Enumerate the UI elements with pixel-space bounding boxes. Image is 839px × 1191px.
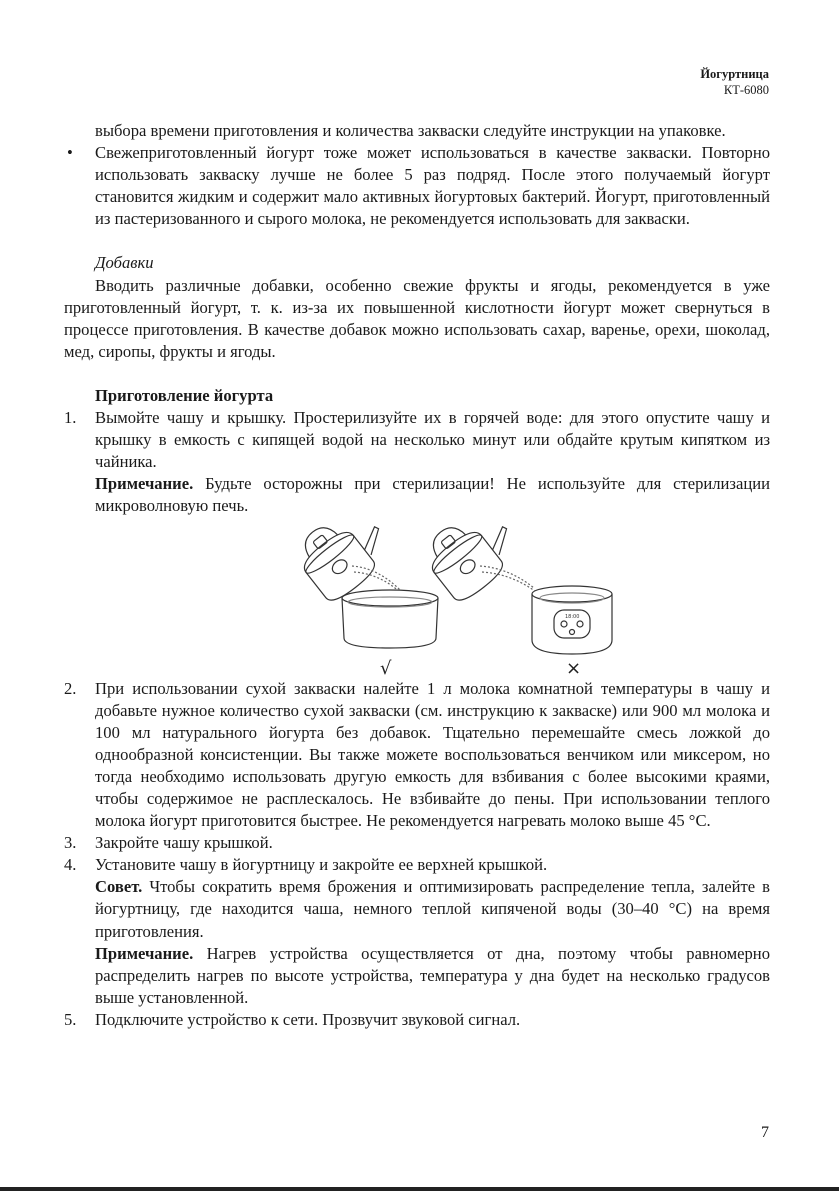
- step-3-text: Закройте чашу крышкой.: [95, 833, 273, 853]
- step-5-text: Подключите устройство к сети. Прозвучит звуковой сигнал.: [95, 1009, 521, 1029]
- step-4-note-label: Примечание.: [95, 943, 194, 963]
- step-3: [64, 832, 770, 854]
- kettle-right-icon: [417, 522, 536, 606]
- step-5-number: 5.: [64, 1009, 77, 1029]
- step-2-text: При использовании сухой закваски налейте 1 л молока комнатной температуры в чашу и добавьте нужное количество сухой закваски (см. инструкцию к закваске) или 900 мл молока и 100 мл натурального йогурта без добавок. Тщательно перемешайте смесь ложкой до однообразной консистенции. Вы также можете воспользоваться венчиком или миксером, но тогда необходимо использовать другую емкость для взбивания с более высокими краями, чтобы содержимое не расплескалось. Не взбивайте до пены. При использовании теплого молока йогурт приготовится быстрее. Не рекомендуется нагревать молоко выше 45 °С.: [95, 678, 770, 831]
- correct-mark: √: [380, 657, 392, 678]
- step-1-note-text: Будьте осторожны при стерилизации! Не используйте для стерилизации микроволновую печь.: [95, 474, 770, 516]
- header-model: КТ-6080: [723, 83, 769, 97]
- step-3-number: 3.: [64, 833, 77, 853]
- step-2-number: 2.: [64, 678, 77, 698]
- bowl-icon: [342, 590, 438, 648]
- step-4-tip-text: Чтобы сократить время брожения и оптимизировать распределение тепла, залейте в йогуртницу, где находится чаша, немного теплой кипяченой воды (30–40 °С) на время приготовления.: [95, 877, 770, 941]
- bullet-text: Свежеприготовленный йогурт тоже может использоваться в качестве закваски. Повторно использовать закваску лучше не более 5 раз подряд. После этого получаемый йогурт становится жидким и содержит мало активных йогуртовых бактерий. Йогурт, приготовленный из пастеризованного и сырого молока, не рекомендуется использовать для закваски.: [95, 143, 770, 229]
- step-4-note: [95, 943, 770, 1009]
- page-content: [64, 120, 770, 1031]
- step-4-tip-label: Совет.: [95, 877, 143, 897]
- step-5: [64, 1009, 770, 1031]
- bottom-rule: [0, 1187, 839, 1191]
- step-4-note-text: Нагрев устройства осуществляется от дна, поэтому чтобы равномерно распределить нагрев по высоте устройства, температура у дна будет на несколько градусов выше установленной.: [95, 943, 770, 1007]
- additives-title: Добавки: [95, 253, 154, 273]
- step-4-text: Установите чашу в йогуртницу и закройте ее верхней крышкой.: [95, 855, 548, 875]
- wrong-mark: ×: [566, 657, 582, 678]
- sterilization-illustration: [284, 522, 624, 678]
- additives-text: Вводить различные добавки, особенно свежие фрукты и ягоды, рекомендуется в уже приготовленный йогурт, т. к. из-за их повышенной кислотности йогурт может свернуться в процессе приготовления. В качестве добавок можно использовать сахар, варенье, орехи, шоколад, мед, сиропы, фрукты и ягоды.: [64, 275, 770, 361]
- header-brand: Йогуртница: [700, 67, 769, 81]
- step-4-number: 4.: [64, 855, 77, 875]
- step-4: [64, 854, 770, 1009]
- yogurt-maker-icon: [532, 586, 612, 654]
- page-number: 7: [761, 1124, 769, 1141]
- step-1: [64, 407, 770, 517]
- continued-paragraph: выбора времени приготовления и количества закваски следуйте инструкции на упаковке.: [95, 121, 726, 140]
- step-4-tip: [95, 876, 770, 942]
- step-1-note-label: Примечание.: [95, 474, 194, 494]
- svg-text:18:00: 18:00: [565, 613, 580, 620]
- bullet-marker: •: [67, 143, 73, 163]
- sterilization-figure: [64, 518, 770, 678]
- step-1-note: [95, 473, 770, 517]
- preparation-title: Приготовление йогурта: [95, 385, 274, 405]
- step-2: [64, 678, 770, 833]
- bullet-item: [64, 142, 770, 230]
- step-1-number: 1.: [64, 408, 77, 428]
- page-header: [700, 66, 769, 98]
- step-1-text: Вымойте чашу и крышку. Простерилизуйте их в горячей воде: для этого опустите чашу и крышку в емкость с кипящей водой на несколько минут или обдайте крутым кипятком из чайника.: [95, 408, 770, 472]
